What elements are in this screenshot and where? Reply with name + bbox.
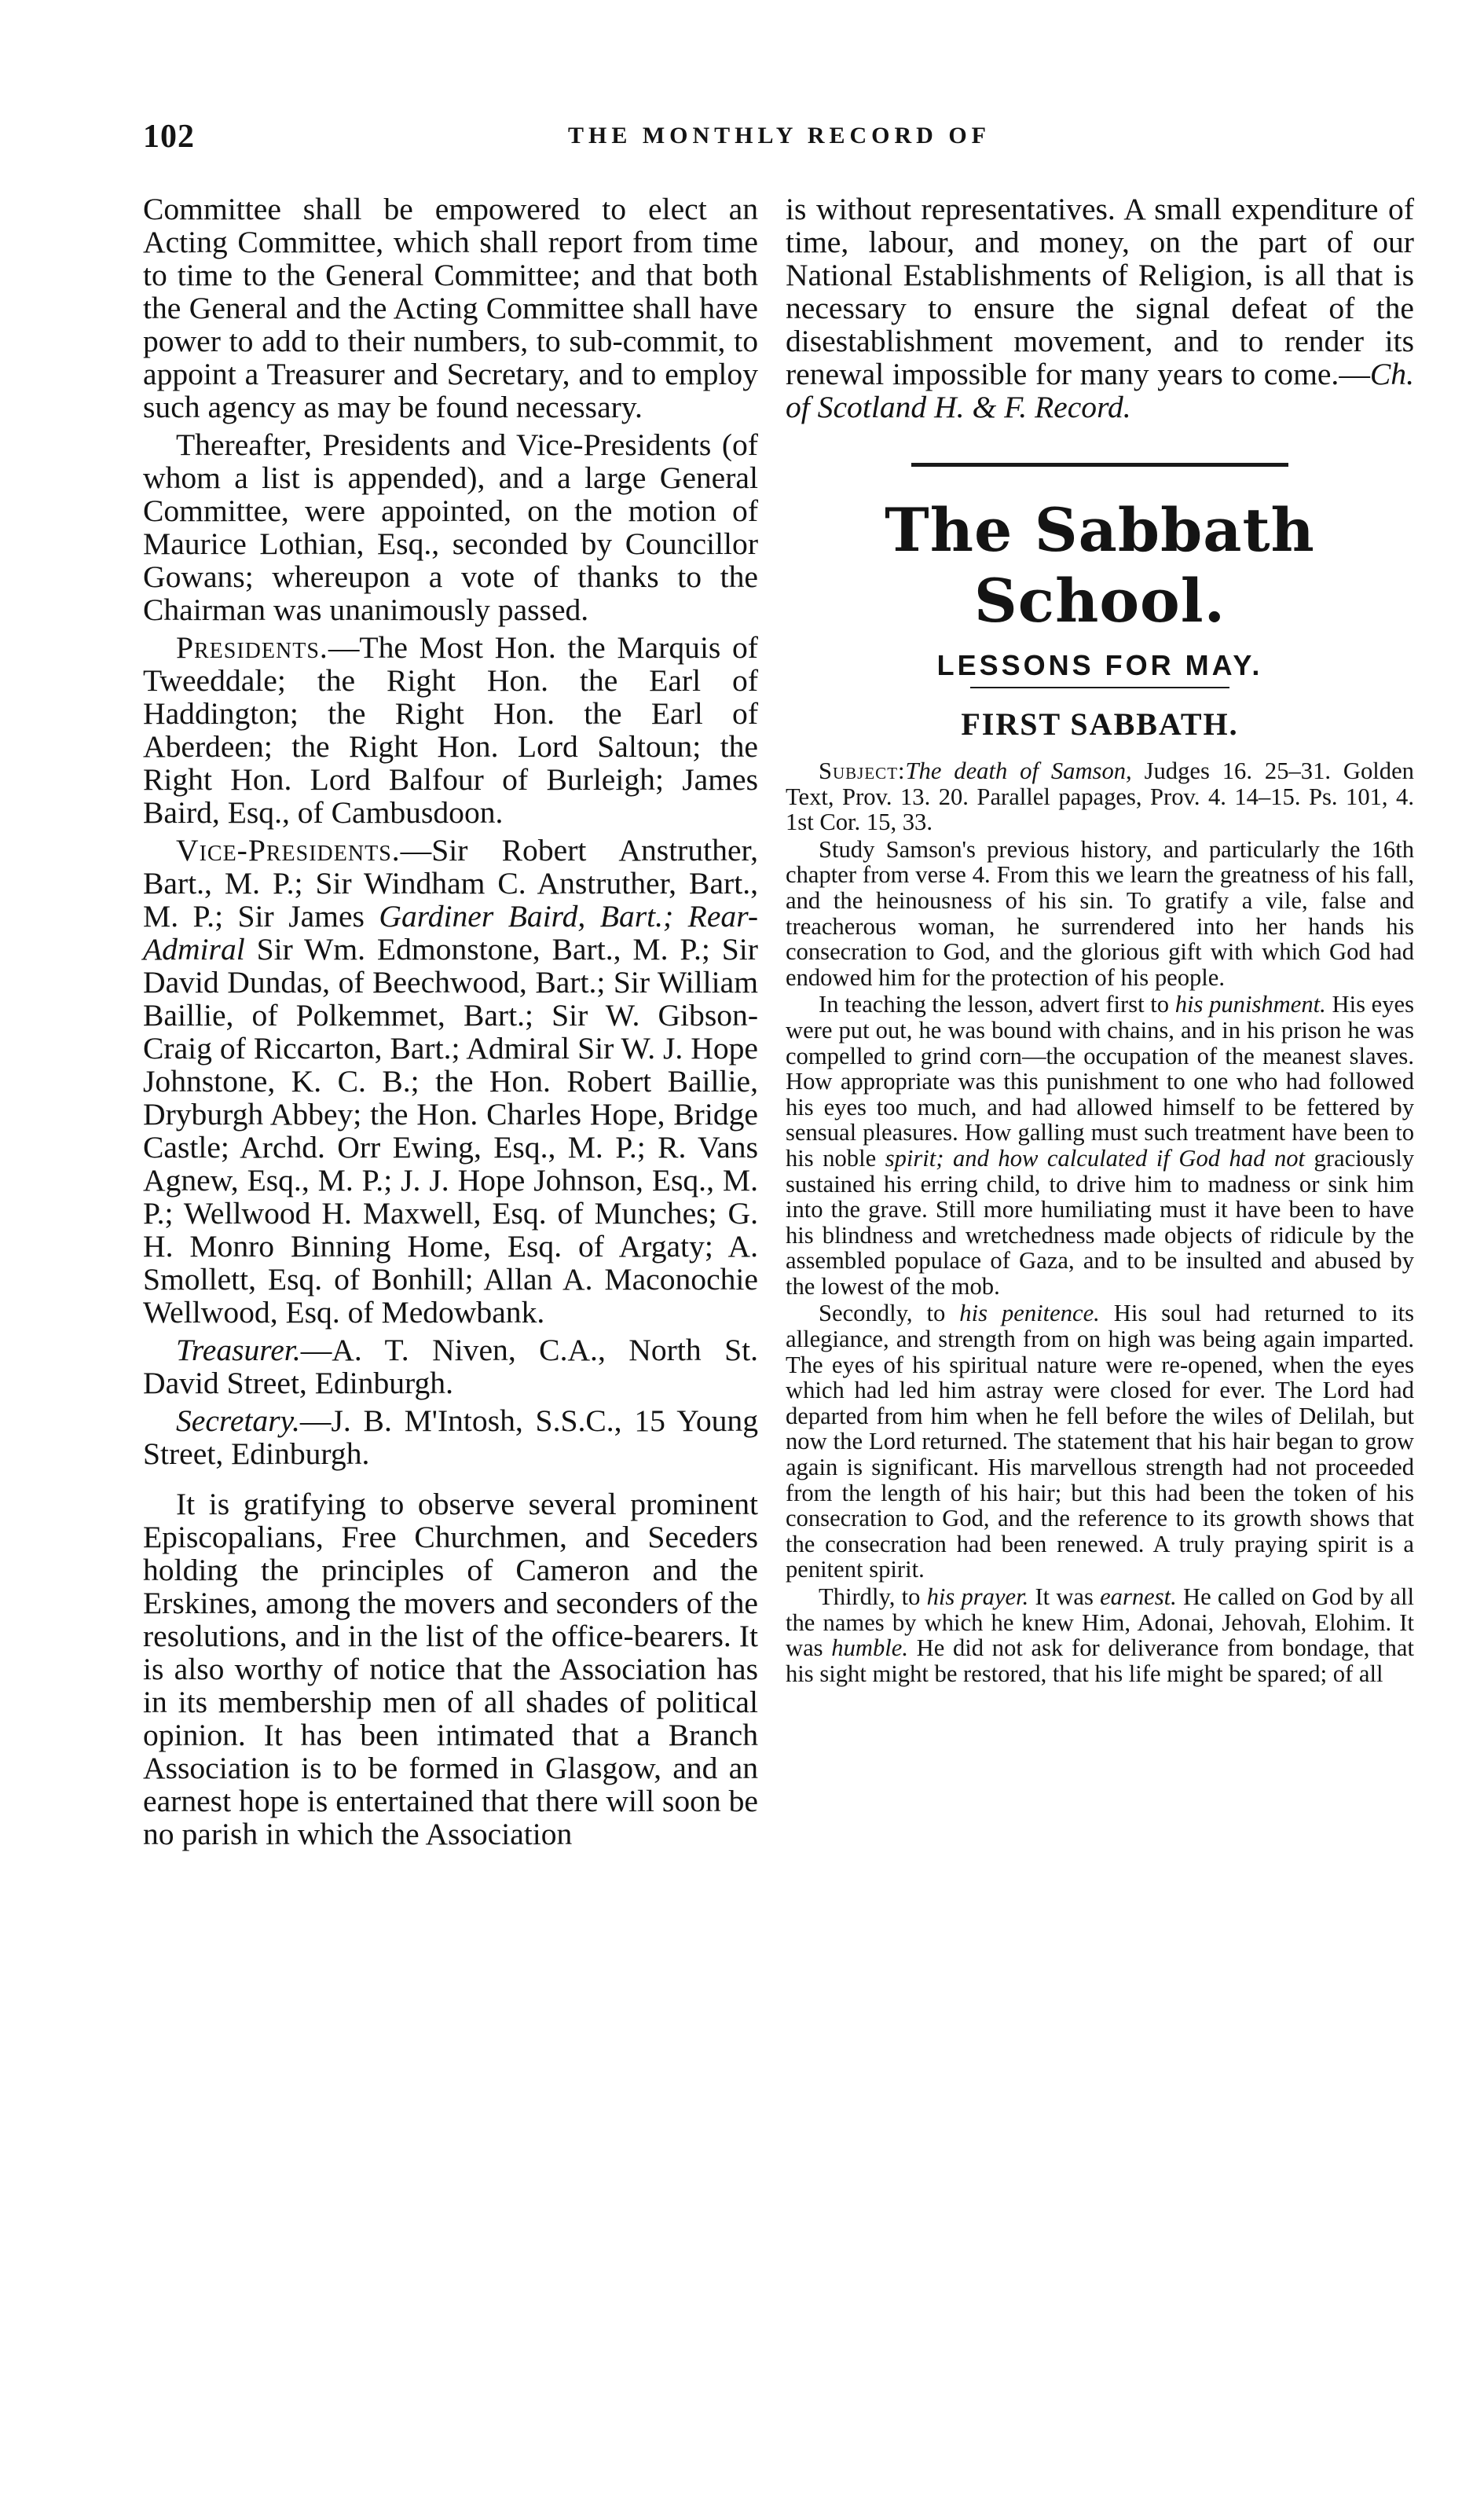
- penitence-text: Secondly, to: [819, 1300, 960, 1327]
- prayer-italic: humble.: [831, 1634, 908, 1662]
- paragraph: Committee shall be empowered to elect an Acting Committee, which shall report from time to time to the General Committee; and that both the General and the Acting Committee shall have power to add to their numbers, to sub-commit, to appoint a Treasurer and Secretary, and to employ such agency as may be found necessary.: [143, 192, 758, 424]
- prayer-text: He called on God by all the names by which he knew Him, Adonai, Jehovah, Elohim. It was: [786, 1583, 1414, 1662]
- continuation-paragraph: [786, 193, 1414, 424]
- presidents-paragraph: [143, 631, 758, 829]
- prayer-text: It was: [1028, 1583, 1101, 1610]
- study-paragraph: Study Samson's previous history, and particularly the 16th chapter from verse 4. From this we learn the greatness of his fall, and the heinousness of his sin. To gratify a vile, false and treacherous woman, he surrendered into her hands his consecration to God, and the glorious gift with which God had endowed him for the protection of his people.: [786, 835, 1414, 991]
- vice-presidents-italic: Gardiner Baird, Bart.; Rear-Admiral: [143, 899, 759, 967]
- vice-presidents-label: Vice-Presidents.: [176, 833, 401, 868]
- punishment-italic: his punishment.: [1174, 991, 1326, 1018]
- page-header: [143, 118, 1416, 165]
- subject-label: Subject:: [819, 757, 906, 784]
- vice-presidents-paragraph: [143, 834, 758, 1329]
- closing-paragraph: It is gratifying to observe several prominent Episcopalians, Free Churchmen, and Seceders holding the principles of Cameron and the Erskines, among the movers and seconders of the resolutions, and in the list of the office-bearers. It is also worthy of notice that the Association has in its membership men of all shades of political opinion. It has been intimated that a Branch Association is to be formed in Glasgow, and an earnest hope is entertained that there will soon be no parish in which the Association: [143, 1487, 758, 1851]
- left-column: [143, 193, 758, 1851]
- treasurer-text: —A. T. Niven, C.A., North St. David Street, Edinburgh.: [143, 1333, 758, 1400]
- penitence-text: His soul had returned to its allegiance, and strength from on high was being again imparted. The eyes of his spiritual nature were re-opened, when the eyes which had led him astray were closed for ever. The Lord had departed from him when he fell before the wiles of Delilah, but now the Lord returned. The statement that his hair began to grow again is significant. His marvellous strength had not proceeded from the length of his hair; but this had been the token of his consecration to God, and the reference to its growth shows that the consecration had been renewed. A truly praying spirit is a penitent spirit.: [786, 1300, 1414, 1583]
- punishment-text: His eyes were put out, he was bound with chains, and in his prison he was compelled to grind corn—the occupation of the meanest slaves. How appropriate was this punishment to one who had followed his eyes too much, and had allowed himself to be fettered by sensual pleasures. How galling must such treatment have been to his noble: [786, 991, 1414, 1172]
- prayer-italic: his prayer.: [926, 1583, 1029, 1610]
- section-title: The Sabbath School.: [885, 495, 1315, 636]
- secretary-label: Secretary.: [176, 1403, 300, 1438]
- secretary-text: —J. B. M'Intosh, S.S.C., 15 Young Street, Edinburgh.: [143, 1403, 758, 1471]
- right-column: [786, 193, 1414, 1686]
- penitence-italic: his penitence.: [959, 1300, 1100, 1327]
- subject-title: The death of Samson,: [905, 757, 1132, 784]
- penitence-paragraph: [786, 1300, 1414, 1583]
- running-head: THE MONTHLY RECORD OF: [568, 123, 991, 149]
- continuation-text: is without representatives. A small expenditure of time, labour, and money, on the part of our National Establishments of Religion, is all that is necessary to ensure the signal defeat of the disestablishment movement, and to render its renewal impossible for many years to come.—: [786, 192, 1414, 391]
- presidents-text: —The Most Hon. the Marquis of Tweeddale; the Right Hon. the Earl of Haddington; the Right Hon. the Earl of Aberdeen; the Right Hon. Lord Saltoun; the Right Hon. Lord Balfour of Burleigh; James Baird, Esq., of Cambusdoon.: [143, 630, 758, 830]
- vice-presidents-text-continued: Sir Wm. Edmonstone, Bart., M. P.; Sir David Dundas, of Beechwood, Bart.; Sir William Baillie, of Polkemmet, Bart.; Sir W. Gibson-Craig of Riccarton, Bart.; Admiral Sir W. J. Hope Johnstone, K. C. B.; the Hon. Robert Baillie, Dryburgh Abbey; the Hon. Charles Hope, Bridge Castle; Archd. Orr Ewing, Esq., M. P.; R. Vans Agnew, Esq., M. P.; J. J. Hope Johnson, Esq., M. P.; Wellwood H. Maxwell, Esq. of Munches; G. H. Monro Binning Home, Esq. of Argaty; A. Smollett, Esq. of Bonhill; Allan A. Maconochie Wellwood, Esq. of Medowbank.: [143, 932, 758, 1330]
- subject-text: Judges 16. 25–31. Golden Text, Prov. 13. 20. Parallel papages, Prov. 4. 14–15. Ps. 101, 4. 1st Cor. 15, 33.: [786, 757, 1414, 836]
- punishment-text: In teaching the lesson, advert first to: [819, 991, 1175, 1018]
- treasurer-label: Treasurer.: [176, 1333, 301, 1367]
- treasurer-paragraph: [143, 1333, 758, 1399]
- section-divider: [911, 463, 1288, 467]
- continuation-source: Ch. of Scotland H. & F. Record.: [786, 357, 1414, 424]
- prayer-italic: earnest.: [1100, 1583, 1177, 1610]
- heading-underline: [970, 687, 1229, 688]
- page-number: 102: [143, 119, 195, 155]
- punishment-text: graciously sustained his erring child, to drive him to madness or sink him into the grave. Still more humiliating must it have been to have his blindness and wretchedness made objects of ridicule by the assembled populace of Gaza, and to be insulted and abused by the lowest of the mob.: [786, 1144, 1414, 1300]
- punishment-italic: spirit; and how calculated if God had not: [885, 1144, 1306, 1172]
- paragraph: Thereafter, Presidents and Vice-Presidents (of whom a list is appended), and a large General Committee, were appointed, on the motion of Maurice Lothian, Esq., seconded by Councillor Gowans; whereupon a vote of thanks to the Chairman was unanimously passed.: [143, 427, 758, 627]
- lessons-heading: LESSONS FOR MAY.: [936, 649, 1263, 681]
- prayer-text: He did not ask for deliverance from bondage, that his sight might be restored, that his life might be spared; of all: [786, 1634, 1414, 1687]
- punishment-paragraph: [786, 992, 1414, 1299]
- first-sabbath-heading: FIRST SABBATH.: [961, 706, 1239, 742]
- subject-paragraph: [786, 758, 1414, 835]
- prayer-paragraph: [786, 1584, 1414, 1686]
- prayer-text: Thirdly, to: [819, 1583, 927, 1610]
- secretary-paragraph: [143, 1404, 758, 1470]
- vice-presidents-text: —Sir Robert Anstruther, Bart., M. P.; Sir Windham C. Anstruther, Bart., M. P.; Sir James: [143, 833, 758, 934]
- presidents-label: Presidents.: [176, 630, 328, 665]
